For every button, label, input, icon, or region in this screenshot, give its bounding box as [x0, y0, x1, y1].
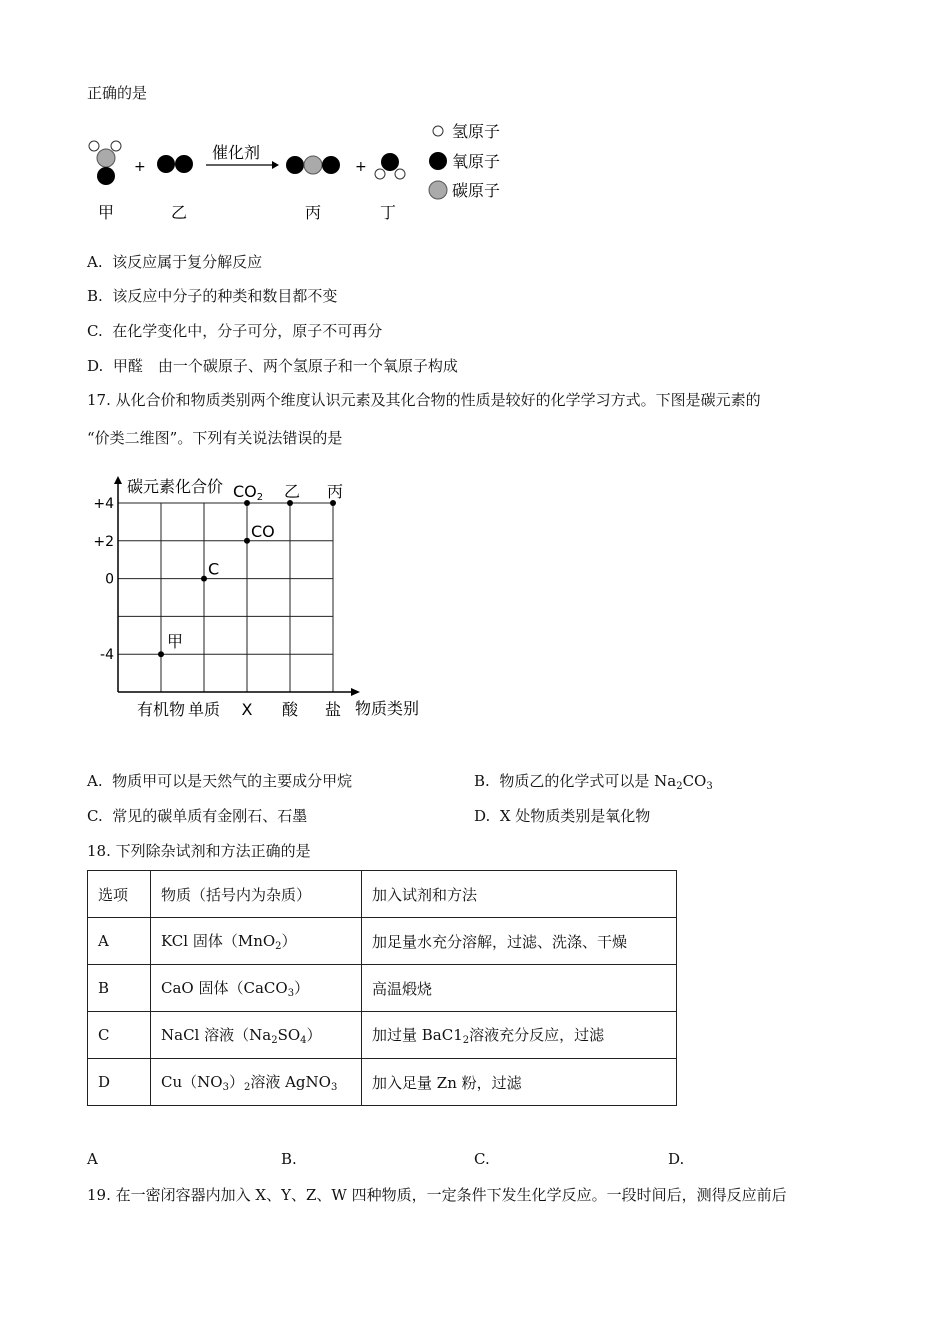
q16-option-d[interactable]: D. 甲醛 由一个碳原子、两个氢原子和一个氧原子构成 [87, 357, 458, 375]
table-row [88, 965, 677, 1012]
table-row [88, 1012, 677, 1059]
arrow-icon [272, 161, 279, 169]
x-tick-label: 酸 [281, 700, 299, 719]
molecule-yi [157, 155, 193, 173]
q18-answer-d[interactable]: D. [668, 1150, 685, 1168]
chart-axes [114, 476, 360, 696]
q16-option-c[interactable]: C. 在化学变化中，分子可分，原子不可再分 [87, 322, 383, 340]
legend-carbon: 碳原子 [452, 181, 501, 200]
x-axis-arrow-icon [351, 688, 360, 696]
row-a-substance: KCl 固体（MnO$_2$） [151, 918, 362, 965]
label-bing: 丙 [304, 203, 322, 222]
data-point-label: 乙 [284, 482, 301, 501]
carbon-legend-icon [429, 181, 447, 199]
intro-line: 正确的是 [87, 84, 148, 102]
data-point [244, 538, 250, 544]
row-b-method: 高温煅烧 [362, 965, 677, 1012]
y-tick-label: -4 [100, 647, 114, 664]
data-point [201, 576, 207, 582]
q17-stem-line1: 17. 从化合价和物质类别两个维度认识元素及其化合物的性质是较好的化学学习方式。下图是碳元素的 [87, 391, 761, 409]
chart-ylabel: 碳元素化合价 [127, 477, 224, 496]
x-tick-label: 有机物 [136, 700, 186, 719]
data-point-label: CO2 [233, 482, 264, 503]
y-tick-label: 0 [105, 571, 114, 588]
q19-stem-line1: 19. 在一密闭容器内加入 X、Y、Z、W 四种物质，一定条件下发生化学反应。一段时间后，测得反应前后 [87, 1186, 787, 1204]
data-point-label: 甲 [167, 632, 184, 652]
catalyst-label: 催化剂 [212, 143, 261, 162]
label-jia: 甲 [97, 203, 115, 222]
data-point-label: C [208, 559, 220, 579]
table-row [88, 1059, 677, 1106]
table-row [88, 918, 677, 965]
molecule-ding [375, 153, 405, 179]
row-c-method: 加过量 $BaC1_2$溶液充分反应，过滤 [362, 1012, 677, 1059]
row-a-option: A [88, 918, 151, 965]
legend-oxygen: 氧原子 [452, 152, 501, 171]
label-ding: 丁 [379, 203, 397, 222]
chart-xlabel: 物质类别 [355, 699, 420, 718]
legend-hydrogen: 氢原子 [452, 122, 501, 141]
q18-stem: 18. 下列除杂试剂和方法正确的是 [87, 842, 311, 860]
data-point-label: CO [251, 521, 275, 541]
q17-stem-line2: “价类二维图”。下列有关说法错误的是 [87, 429, 343, 447]
q17-option-a[interactable]: A. 物质甲可以是天然气的主要成分甲烷 [87, 772, 353, 790]
row-d-option: D [88, 1059, 151, 1106]
header-substance: 物质（括号内为杂质） [151, 871, 362, 918]
chart-points [158, 482, 343, 657]
hydrogen-legend-icon [433, 126, 443, 136]
q18-answer-a[interactable]: A [87, 1150, 98, 1168]
data-point-label: 丙 [327, 482, 344, 501]
q17-option-b[interactable]: B. 物质乙的化学式可以是 $Na_2CO_3$ [474, 772, 713, 792]
row-b-option: B [88, 965, 151, 1012]
row-d-substance: $Cu(NO_3)_2$溶液 AgNO$_3$ [151, 1059, 362, 1106]
q17-option-d[interactable]: D. X 处物质类别是氧化物 [474, 807, 651, 825]
valence-class-chart [85, 470, 430, 722]
q18-answer-b[interactable]: B. [281, 1150, 297, 1168]
q17-option-c[interactable]: C. 常见的碳单质有金刚石、石墨 [87, 807, 308, 825]
chart-grid [118, 503, 333, 692]
row-a-method: 加足量水充分溶解，过滤、洗涤、干燥 [362, 918, 677, 965]
oxygen-legend-icon [429, 152, 447, 170]
row-d-method: 加入足量 Zn 粉，过滤 [362, 1059, 677, 1106]
header-option: 选项 [88, 871, 151, 918]
q16-option-a[interactable]: A. 该反应属于复分解反应 [87, 253, 263, 271]
row-b-substance: CaO 固体（CaCO$_3$） [151, 965, 362, 1012]
row-c-option: C [88, 1012, 151, 1059]
molecule-jia [89, 141, 121, 185]
x-tick-label: 盐 [324, 700, 342, 719]
y-tick-label: +2 [93, 533, 114, 550]
legend [429, 122, 500, 200]
chart-ticks [93, 496, 341, 719]
plus-sign-1: + [134, 159, 146, 175]
data-point [158, 651, 164, 657]
row-c-substance: NaCl 溶液$(Na_2SO_4)$ [151, 1012, 362, 1059]
x-tick-label: X [241, 700, 253, 719]
y-tick-label: +4 [93, 496, 114, 512]
table-header-row [88, 871, 677, 918]
header-method: 加入试剂和方法 [362, 871, 677, 918]
impurity-removal-table [87, 870, 677, 1106]
plus-sign-2: + [355, 159, 367, 175]
molecule-bing [286, 156, 340, 174]
q16-option-b[interactable]: B. 该反应中分子的种类和数目都不变 [87, 287, 338, 305]
y-axis-arrow-icon [114, 476, 122, 484]
label-yi: 乙 [170, 203, 188, 222]
q18-answer-c[interactable]: C. [474, 1150, 490, 1168]
reaction-diagram [84, 116, 524, 228]
x-tick-label: 单质 [187, 700, 221, 719]
